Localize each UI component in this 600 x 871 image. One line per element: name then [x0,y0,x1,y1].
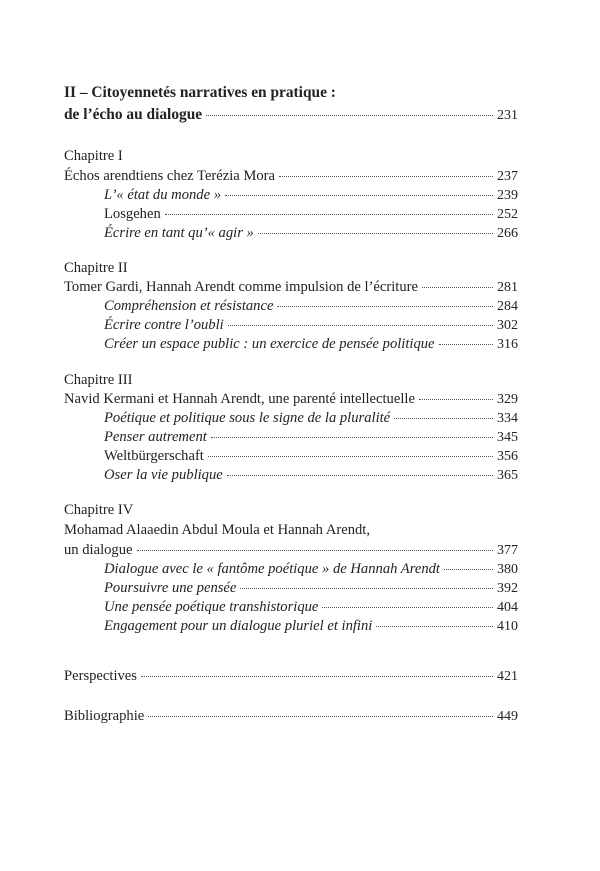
page-number: 410 [497,619,518,634]
page-number: 380 [497,562,518,577]
toc-entry [104,296,518,317]
chapter-title-entry [64,389,518,410]
page-number: 404 [497,600,518,615]
entry-title: Poursuivre une pensée [104,580,237,596]
page-number: 329 [497,392,518,407]
dot-leader [422,287,493,288]
chapter-label: Chapitre IV [64,502,134,518]
toc-entry-perspectives [64,666,518,687]
dot-leader [240,588,493,589]
dot-leader [206,115,493,116]
dot-leader [419,399,493,400]
entry-title: Perspectives [64,668,137,684]
toc-entry [104,465,518,486]
entry-title: Penser autrement [104,429,207,445]
chapter-label: Chapitre II [64,260,128,276]
toc-entry [104,427,518,448]
page-number: 231 [497,108,518,123]
dot-leader [137,550,494,551]
page-number: 302 [497,318,518,333]
page-number: 356 [497,449,518,464]
dot-leader [376,626,493,627]
entry-title: Compréhension et résistance [104,298,274,314]
dot-leader [211,437,493,438]
chapter-title: Échos arendtiens chez Terézia Mora [64,168,276,184]
dot-leader [444,569,493,570]
entry-title: Losgehen [104,206,161,222]
toc-entry-bibliographie [64,706,518,727]
dot-leader [258,233,493,234]
chapter-title: Navid Kermani et Hannah Arendt, une parenté intellectuelle [64,391,415,407]
section-title: II – Citoyennetés narratives en pratique : [64,84,336,101]
entry-title: Créer un espace public : un exercice de pensée politique [104,336,435,352]
page-number: 237 [497,169,518,184]
toc-entry [104,315,518,336]
toc-entry [104,408,518,429]
entry-title: Poétique et politique sous le signe de la pluralité [104,410,391,426]
toc-entry [104,204,518,225]
chapter-title-entry [64,277,518,298]
toc-entry [104,578,518,599]
entry-title: Engagement pour un dialogue pluriel et infini [104,618,373,634]
toc-entry [104,223,518,244]
chapter-title-entry [64,166,518,187]
toc-entry [104,616,518,637]
dot-leader [228,325,493,326]
entry-title: Une pensée poétique transhistorique [104,599,319,615]
toc-entry [104,446,518,467]
dot-leader [322,607,493,608]
toc-entry [104,559,518,580]
dot-leader [225,195,493,196]
page-number: 316 [497,337,518,352]
dot-leader [141,676,493,677]
dot-leader [439,344,493,345]
page-number: 345 [497,430,518,445]
entry-title: Weltbürgerschaft [104,448,204,464]
dot-leader [394,418,493,419]
dot-leader [208,456,493,457]
dot-leader [227,475,493,476]
section-title-entry [64,105,518,126]
page-number: 421 [497,669,518,684]
page-number: 365 [497,468,518,483]
entry-title: Oser la vie publique [104,467,223,483]
page-number: 449 [497,709,518,724]
toc-entry [104,597,518,618]
page-number: 239 [497,188,518,203]
dot-leader [279,176,493,177]
dot-leader [148,716,493,717]
toc-entry [104,185,518,206]
page-number: 392 [497,581,518,596]
chapter-title-entry [64,540,518,561]
page-number: 281 [497,280,518,295]
chapter-label: Chapitre I [64,148,123,164]
entry-title: Bibliographie [64,708,145,724]
entry-title: Écrire contre l’oubli [104,317,224,333]
dot-leader [165,214,493,215]
page-number: 284 [497,299,518,314]
page-number: 252 [497,207,518,222]
entry-title: Dialogue avec le « fantôme poétique » de Hannah Arendt [104,561,440,577]
section-title-line2: de l’écho au dialogue [64,106,203,123]
chapter-title: Tomer Gardi, Hannah Arendt comme impulsion de l’écriture [64,279,418,295]
chapter-title: un dialogue [64,542,133,558]
toc-entry [104,334,518,355]
page-number: 334 [497,411,518,426]
entry-title: Écrire en tant qu’« agir » [104,225,254,241]
chapter-title-line1: Mohamad Alaaedin Abdul Moula et Hannah Arendt, [64,522,370,538]
entry-title: L’« état du monde » [104,187,222,203]
dot-leader [277,306,493,307]
page-number: 377 [497,543,518,558]
chapter-label: Chapitre III [64,372,133,388]
page-number: 266 [497,226,518,241]
